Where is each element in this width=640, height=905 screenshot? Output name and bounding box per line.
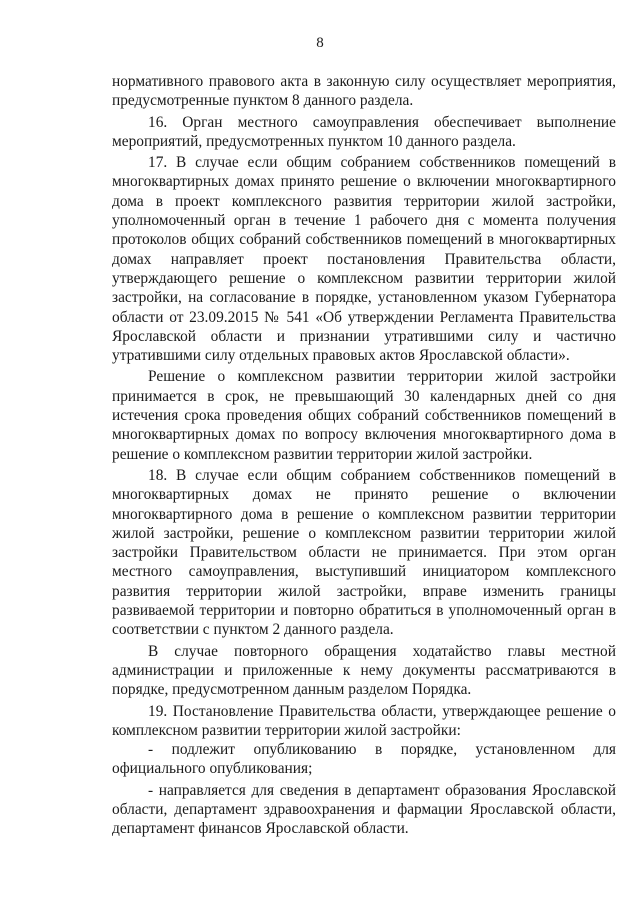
paragraph-continuation: нормативного правового акта в законную силу осуществляет мероприятия, предусмотренные пунктом 8 данного раздела. [112,73,616,110]
paragraph-18: 18. В случае если общим собранием собственников помещений в многоквартирных домах не принято решение о включении многоквартирного дома в решение о комплексном развитии территории жилой застройки, решение о комплексном развитии территории жилой застройки Правительством области не принимается. При этом орган местного самоуправления, выступивший инициатором комплексного развития территории жилой застройки, вправе изменить границы развиваемой территории и повторно обратиться в уполномоченный орган в соответствии с пунктом 2 данного раздела. [112,466,616,639]
document-body [112,72,616,839]
list-item-publication: - подлежит опубликованию в порядке, установленном для официального опубликования; [112,741,616,778]
paragraph-17: 17. В случае если общим собранием собственников помещений в многоквартирных домах принято решение о включении многоквартирного дома в проект комплексного развития территории жилой застройки, уполномоченный орган в течение 1 рабочего дня с момента получения протоколов общих собраний собственников помещений в многоквартирных домах направляет проект постановления Правительства области, утверждающего решение о комплексном развитии территории жилой застройки, на согласование в порядке, установленном указом Губернатора области от 23.09.2015 № 541 «Об утверждении Регламента Правительства Ярославской области и признании утратившими силу и частично утратившими силу отдельных правовых актов Ярославской области». [112,154,616,365]
paragraph-17-decision-term: Решение о комплексном развитии территории жилой застройки принимается в срок, не превышающий 30 календарных дней со дня истечения срока проведения общих собраний собственников помещений в многоквартирных домах по вопросу включения многоквартирного дома в решение о комплексном развитии территории жилой застройки. [112,368,616,463]
list-item-distribution: - направляется для сведения в департамент образования Ярославской области, департамент здравоохранения и фармации Ярославской области, департамент финансов Ярославской области. [112,781,616,838]
paragraph-16: 16. Орган местного самоуправления обеспечивает выполнение мероприятий, предусмотренных пунктом 10 данного раздела. [112,113,616,150]
page-number: 8 [316,35,324,51]
paragraph-18-repeat-request: В случае повторного обращения ходатайство главы местной администрации и приложенные к нему документы рассматриваются в порядке, предусмотренном данным разделом Порядка. [112,642,616,699]
paragraph-19: 19. Постановление Правительства области, утверждающее решение о комплексном развитии территории жилой застройки: [112,702,616,739]
